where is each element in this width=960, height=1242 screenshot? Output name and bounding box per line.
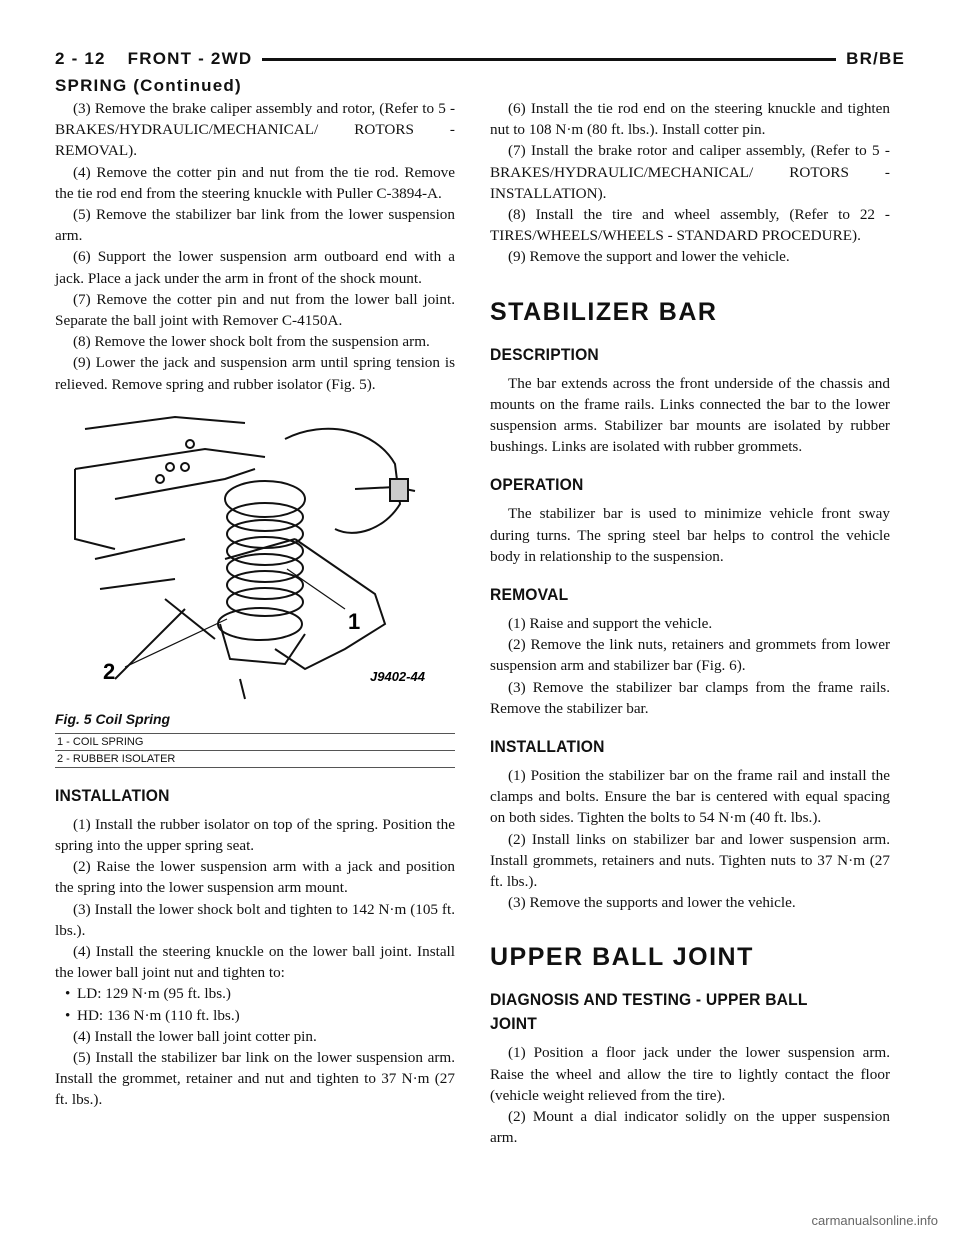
figure-code: J9402-44: [370, 668, 425, 684]
header-rule: [262, 58, 836, 61]
removal-heading: REMOVAL: [490, 585, 569, 605]
paragraph: (3) Remove the stabilizer bar clamps from the frame rails. Remove the stabilizer bar.: [490, 678, 890, 717]
paragraph: The stabilizer bar is used to minimize vehicle front sway during turns. The spring steel bar helps to control the vehicle body in relationship to the suspension.: [490, 505, 890, 565]
installation-heading: INSTALLATION: [490, 737, 605, 757]
figure-callout-2: 2: [103, 658, 116, 684]
paragraph: The bar extends across the front underside of the chassis and mounts on the frame rails. Links connected the bar to the lower suspension arms. Stabilizer bar mounts are isolated by rubber bushings. Links are isolated with rubber grommets.: [490, 374, 890, 456]
paragraph: (7) Install the brake rotor and caliper assembly, (Refer to 5 - BRAKES/HYDRAULIC/MECHANICAL/ ROTORS - INSTALLATION).: [490, 142, 890, 202]
page-header: [55, 46, 905, 72]
paragraph: (5) Install the stabilizer bar link on the lower suspension arm. Install the grommet, retainer and nut and tighten to 37 N·m (27 ft. lbs.).: [55, 1049, 455, 1109]
figure-title: Fig. 5 Coil Spring: [55, 710, 171, 727]
operation-heading: OPERATION: [490, 475, 584, 495]
paragraph: (4) Remove the cotter pin and nut from the tie rod. Remove the tie rod end from the steering knuckle with Puller C-3894-A.: [55, 163, 455, 202]
paragraph: (9) Remove the support and lower the vehicle.: [508, 248, 790, 266]
page-number: 2 - 12: [55, 49, 106, 68]
upper-ball-joint-heading: UPPER BALL JOINT: [490, 943, 754, 972]
section-continued-title: SPRING (Continued): [55, 76, 242, 95]
paragraph: (5) Remove the stabilizer bar link from the lower suspension arm.: [55, 206, 455, 245]
paragraph: (6) Support the lower suspension arm outboard end with a jack. Place a jack under the arm in front of the shock mount.: [55, 248, 455, 287]
coil-spring-illustration: [55, 409, 455, 709]
bullet-item: • LD: 129 N·m (95 ft. lbs.): [55, 983, 455, 1004]
figure-legend: [55, 733, 455, 768]
left-column: [55, 98, 455, 1111]
paragraph: (1) Install the rubber isolator on top of the spring. Position the spring into the upper spring seat.: [55, 815, 455, 855]
figure-callout-1: 1: [348, 608, 361, 634]
installation-heading: INSTALLATION: [55, 785, 170, 805]
paragraph: (3) Remove the brake caliper assembly and rotor, (Refer to 5 - BRAKES/HYDRAULIC/MECHANICAL/ ROTORS - REMOVAL).: [55, 100, 455, 160]
paragraph: (8) Remove the lower shock bolt from the suspension arm.: [73, 333, 430, 351]
paragraph: (2) Remove the link nuts, retainers and grommets from lower suspension arm and stabilizer bar (Fig. 6).: [490, 636, 890, 675]
stabilizer-bar-heading: STABILIZER BAR: [490, 297, 718, 326]
bullet-item: • HD: 136 N·m (110 ft. lbs.): [55, 1005, 455, 1026]
paragraph: (4) Install the lower ball joint cotter pin.: [73, 1027, 317, 1045]
paragraph: (6) Install the tie rod end on the steering knuckle and tighten nut to 108 N·m (80 ft. lbs.). Install cotter pin.: [490, 100, 890, 139]
paragraph: (2) Install links on stabilizer bar and lower suspension arm. Install grommets, retainers and nuts. Tighten nuts to 37 N·m (27 ft. lbs.).: [490, 830, 890, 891]
coil-spring-figure: [55, 409, 455, 709]
paragraph: (3) Install the lower shock bolt and tighten to 142 N·m (105 ft. lbs.).: [55, 900, 455, 939]
diagnosis-heading: DIAGNOSIS AND TESTING - UPPER BALL JOINT: [490, 990, 808, 1034]
legend-item: 1 - COIL SPRING: [55, 734, 455, 751]
paragraph: (4) Install the steering knuckle on the lower ball joint. Install the lower ball joint nut and tighten to:: [55, 943, 455, 982]
paragraph: (1) Position the stabilizer bar on the frame rail and install the clamps and bolts. Ensure the bar is centered with equal spacing on both sides. Tighten the bolts to 54 N·m (40 ft. lbs.).: [490, 767, 890, 827]
model-code: BR/BE: [846, 49, 905, 68]
paragraph: (3) Remove the supports and lower the vehicle.: [508, 894, 796, 912]
paragraph: (2) Mount a dial indicator solidly on the upper suspension arm.: [490, 1108, 890, 1147]
paragraph: (8) Install the tire and wheel assembly, (Refer to 22 - TIRES/WHEELS/WHEELS - STANDARD PROCEDURE).: [490, 206, 890, 245]
legend-item: 2 - RUBBER ISOLATER: [55, 751, 455, 768]
paragraph: (1) Position a floor jack under the lower suspension arm. Raise the wheel and allow the tire to lightly contact the floor (vehicle weight relieved from the tire).: [490, 1044, 890, 1104]
watermark-link[interactable]: carmanualsonline.info: [811, 1213, 938, 1228]
paragraph: (2) Raise the lower suspension arm with a jack and position the spring into the lower suspension arm mount.: [55, 858, 455, 897]
paragraph: (1) Raise and support the vehicle.: [508, 615, 713, 633]
description-heading: DESCRIPTION: [490, 344, 599, 364]
section-name: FRONT - 2WD: [127, 49, 253, 68]
paragraph: (9) Lower the jack and suspension arm until spring tension is relieved. Remove spring and rubber isolator (Fig. 5).: [55, 354, 455, 393]
paragraph: (7) Remove the cotter pin and nut from the lower ball joint. Separate the ball joint with Remover C-4150A.: [55, 290, 455, 330]
right-column: [490, 98, 890, 1149]
